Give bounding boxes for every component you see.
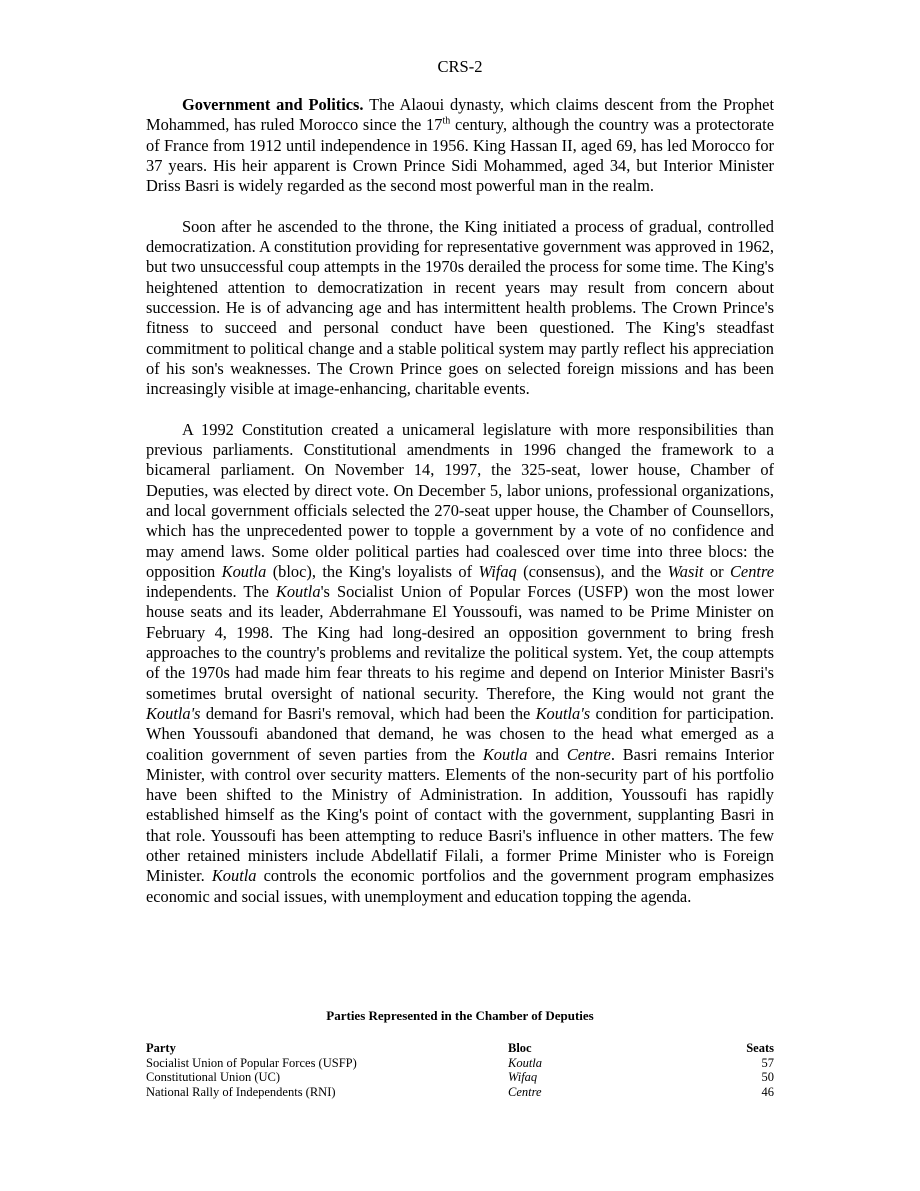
table-row <box>146 1056 774 1071</box>
text-run: demand for Basri's removal, which had been the <box>200 703 536 723</box>
party-cell: National Rally of Independents (RNI) <box>146 1084 336 1099</box>
text-run: condition for participation. When Youssoufi abandoned that demand, he was chosen to the head what emerged as a coalition government of seven parties from the <box>146 703 774 764</box>
superscript: th <box>442 115 451 127</box>
italic-term: Centre <box>566 744 611 764</box>
text-run: century, although the country was a protectorate of France from 1912 until independence in 1956. King Hassan II, aged 69, has led Morocco for 37 years. His heir apparent is Crown Prince Sidi Mohammed, aged 34, but Interior Minister Driss Basri is widely regarded as the second most powerful man in the realm. <box>146 115 774 196</box>
text-run: and <box>527 744 567 764</box>
column-header-seats: Seats <box>746 1041 774 1055</box>
italic-term: Wifaq <box>478 561 517 581</box>
paragraph-constitution <box>146 420 774 907</box>
text-run: or <box>703 561 730 581</box>
section-lead-heading: Government and Politics. <box>182 95 364 114</box>
page-header: CRS-2 <box>437 57 483 76</box>
paragraph-democratization: Soon after he ascended to the throne, the King initiated a process of gradual, controlled democratization. A constitution providing for representative government was approved in 1962, but two unsuccessful coup attempts in the 1970s derailed the process for some time. The King's heightened attention to democratization in recent years may result from concern about succession. He is of advancing age and has intermittent health problems. The Crown Prince's fitness to succeed and personal conduct have been questioned. The King's steadfast commitment to political change and a stable political system may partly reflect his appreciation of his son's weaknesses. The Crown Prince goes on selected foreign missions and has been increasingly visible at image-enhancing, charitable events. <box>146 216 774 399</box>
text-run: . Basri remains Interior Minister, with control over security matters. Elements of the non-security part of his portfolio have been shifted to the Ministry of Administration. In addition, Youssoufi has rapidly established himself as the King's point of contact with the government, supplanting Basri in that role. Youssoufi has been attempting to reduce Basri's influence in other matters. The few other retained ministers include Abdellatif Filali, a former Prime Minister who is Foreign Minister. <box>146 744 774 886</box>
column-header-party: Party <box>146 1041 176 1055</box>
italic-term: Koutla <box>275 582 321 602</box>
party-cell: Socialist Union of Popular Forces (USFP) <box>146 1055 357 1070</box>
text-run: A 1992 Constitution created a unicameral legislature with more responsibilities than previous parliaments. Constitutional amendments in 1996 changed the framework to a bicameral parliament. On November 14, 1997, the 325-seat, lower house, Chamber of Deputies, was elected by direct vote. On December 5, labor unions, professional organizations, and local government officials selected the 270-seat upper house, the Chamber of Counsellors, which has the unprecedented power to topple a government by a vote of no confidence and may amend laws. Some older political parties had coalesced over time into three blocs: the opposition <box>146 419 774 581</box>
italic-term: Koutla <box>482 744 528 764</box>
seats-cell: 57 <box>761 1055 774 1070</box>
italic-term: Koutla <box>211 866 257 886</box>
text-run: (bloc), the King's loyalists of <box>266 561 479 581</box>
table-title: Parties Represented in the Chamber of Deputies <box>326 1008 594 1023</box>
table-row <box>146 1070 774 1085</box>
seats-cell: 46 <box>761 1084 774 1099</box>
text-run: (consensus), and the <box>516 561 668 581</box>
italic-term: Koutla's <box>535 703 591 723</box>
party-cell: Constitutional Union (UC) <box>146 1070 281 1084</box>
paragraph-government-and-politics <box>146 95 774 196</box>
italic-term: Wasit <box>667 561 704 581</box>
italic-term: Koutla <box>221 561 267 581</box>
table-header-row <box>146 1041 774 1056</box>
parties-table <box>146 1041 774 1099</box>
italic-term: Koutla's <box>146 703 201 723</box>
bloc-cell: Centre <box>508 1084 542 1099</box>
text-run: independents. The <box>146 582 276 602</box>
bloc-cell: Wifaq <box>508 1070 538 1084</box>
body-text <box>146 95 774 907</box>
seats-cell: 50 <box>761 1070 774 1084</box>
text-run: controls the economic portfolios and the government program emphasizes economic and social issues, with unemployment and education topping the agenda. <box>146 866 774 906</box>
text-run: The Alaoui dynasty, which claims descent from the Prophet Mohammed, has ruled Morocco since the 17 <box>146 95 774 135</box>
italic-term: Centre <box>729 561 774 581</box>
text-run: 's Socialist Union of Popular Forces (USFP) won the most lower house seats and its leader, Abderrahmane El Youssoufi, was named to be Prime Minister on February 4, 1998. The King had long-desired an opposition government to bring fresh approaches to the country's problems and revitalize the political system. Yet, the coup attempts of the 1970s had made him fear threats to his regime and depend on Interior Minister Basri's sometimes brutal oversight of national security. Therefore, the King would not grant the <box>146 582 774 703</box>
table-row <box>146 1085 774 1100</box>
bloc-cell: Koutla <box>508 1055 543 1070</box>
column-header-bloc: Bloc <box>508 1041 532 1055</box>
